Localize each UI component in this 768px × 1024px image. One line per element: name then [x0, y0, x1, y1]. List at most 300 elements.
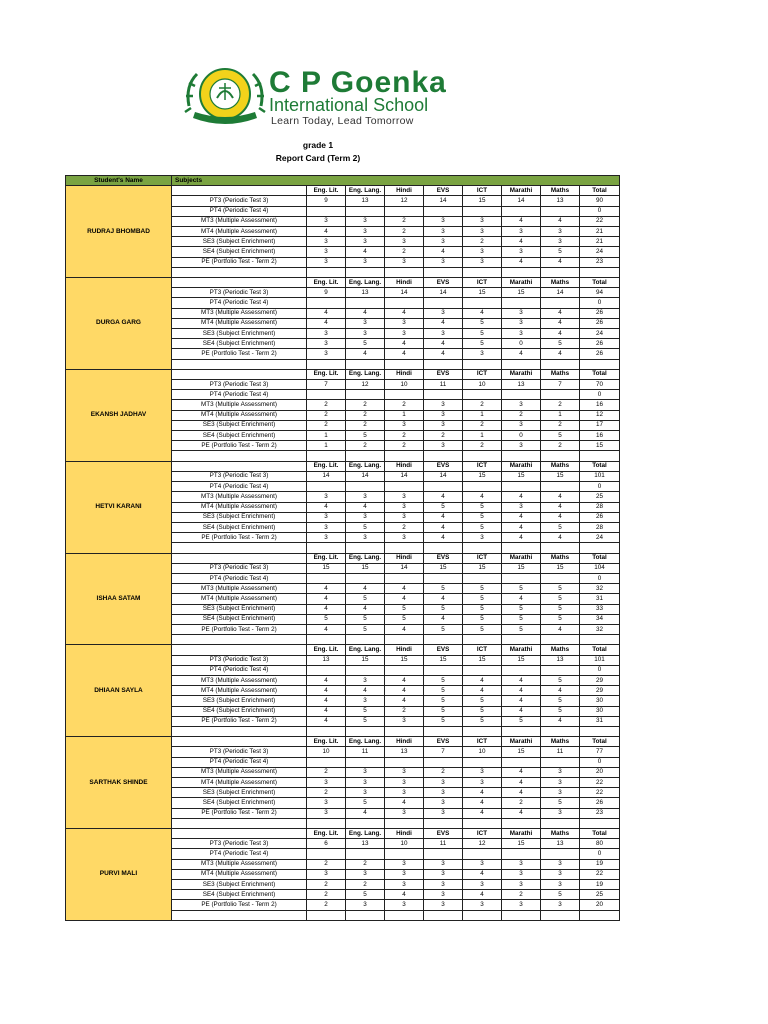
- score-cell: 5: [424, 624, 463, 634]
- subject-header: Total: [580, 645, 620, 655]
- score-cell: 3: [307, 522, 346, 532]
- total-cell: 0: [580, 665, 620, 675]
- score-cell: 0: [502, 339, 541, 349]
- score-cell: 3: [424, 216, 463, 226]
- score-cell: 5: [463, 706, 502, 716]
- test-label: SE4 (Subject Enrichment): [172, 890, 307, 900]
- score-cell: 3: [346, 788, 385, 798]
- score-cell: 3: [346, 869, 385, 879]
- subject-header: Hindi: [385, 553, 424, 563]
- score-cell: 15: [463, 196, 502, 206]
- blank-cell: [424, 818, 463, 828]
- score-cell: 15: [502, 471, 541, 481]
- score-cell: 4: [307, 318, 346, 328]
- subject-header: Eng. Lit.: [307, 737, 346, 747]
- score-cell: 5: [346, 594, 385, 604]
- score-cell: 3: [463, 900, 502, 910]
- score-cell: 4: [385, 339, 424, 349]
- school-seal-icon: [183, 66, 267, 128]
- score-cell: 3: [502, 318, 541, 328]
- score-cell: 4: [346, 686, 385, 696]
- score-cell: 3: [424, 808, 463, 818]
- test-label: MT3 (Multiple Assessment): [172, 584, 307, 594]
- blank-cell: [424, 543, 463, 553]
- score-cell: 15: [463, 563, 502, 573]
- score-cell: 3: [424, 890, 463, 900]
- score-cell: 13: [385, 747, 424, 757]
- score-cell: 4: [463, 492, 502, 502]
- score-cell: 4: [424, 349, 463, 359]
- score-cell: 3: [307, 492, 346, 502]
- score-cell: 3: [502, 502, 541, 512]
- score-cell: [346, 390, 385, 400]
- score-cell: 5: [541, 706, 580, 716]
- score-cell: 4: [346, 349, 385, 359]
- total-cell: 12: [580, 410, 620, 420]
- score-cell: 3: [385, 788, 424, 798]
- blank-cell: [502, 359, 541, 369]
- score-cell: 4: [502, 533, 541, 543]
- score-cell: [463, 482, 502, 492]
- score-cell: 4: [541, 716, 580, 726]
- score-cell: 5: [502, 604, 541, 614]
- score-cell: 5: [541, 604, 580, 614]
- total-cell: 29: [580, 675, 620, 685]
- test-label: SE3 (Subject Enrichment): [172, 512, 307, 522]
- score-cell: 2: [502, 798, 541, 808]
- test-label: SE4 (Subject Enrichment): [172, 522, 307, 532]
- subject-header: Eng. Lit.: [307, 829, 346, 839]
- score-cell: 4: [346, 308, 385, 318]
- score-cell: 3: [463, 216, 502, 226]
- score-cell: 5: [385, 604, 424, 614]
- total-cell: 0: [580, 573, 620, 583]
- subject-header: Maths: [541, 461, 580, 471]
- score-cell: 5: [346, 798, 385, 808]
- score-cell: 14: [502, 196, 541, 206]
- score-cell: 2: [385, 216, 424, 226]
- score-cell: [307, 573, 346, 583]
- subject-header: Eng. Lang.: [346, 829, 385, 839]
- score-cell: 5: [541, 614, 580, 624]
- score-cell: 3: [424, 788, 463, 798]
- score-cell: 4: [385, 584, 424, 594]
- score-cell: 3: [541, 227, 580, 237]
- subject-header: Eng. Lang.: [346, 278, 385, 288]
- total-cell: 24: [580, 533, 620, 543]
- score-cell: 2: [385, 431, 424, 441]
- score-cell: 6: [307, 839, 346, 849]
- test-label: SE4 (Subject Enrichment): [172, 339, 307, 349]
- score-cell: 1: [463, 431, 502, 441]
- score-cell: 4: [307, 584, 346, 594]
- score-cell: 3: [307, 216, 346, 226]
- score-cell: 3: [307, 533, 346, 543]
- total-cell: 23: [580, 808, 620, 818]
- score-cell: 3: [541, 237, 580, 247]
- score-cell: 4: [424, 492, 463, 502]
- score-cell: 5: [502, 584, 541, 594]
- total-cell: 26: [580, 512, 620, 522]
- total-cell: 33: [580, 604, 620, 614]
- score-cell: 3: [541, 900, 580, 910]
- score-cell: [346, 298, 385, 308]
- total-cell: 80: [580, 839, 620, 849]
- score-cell: 3: [307, 512, 346, 522]
- student-name-header: Student's Name: [66, 176, 172, 186]
- score-cell: 4: [541, 686, 580, 696]
- blank-cell: [307, 726, 346, 736]
- table-header-row: [66, 176, 620, 186]
- score-cell: [502, 206, 541, 216]
- blank-cell: [172, 451, 307, 461]
- score-cell: [541, 665, 580, 675]
- subject-header-row: [66, 186, 620, 196]
- score-cell: [385, 390, 424, 400]
- score-cell: 3: [385, 880, 424, 890]
- score-cell: 4: [346, 502, 385, 512]
- test-label: PT4 (Periodic Test 4): [172, 390, 307, 400]
- score-cell: 3: [502, 859, 541, 869]
- score-cell: 5: [463, 594, 502, 604]
- score-cell: 4: [502, 216, 541, 226]
- score-cell: 5: [502, 624, 541, 634]
- score-cell: 4: [541, 318, 580, 328]
- score-cell: [424, 206, 463, 216]
- test-label: PT4 (Periodic Test 4): [172, 482, 307, 492]
- score-cell: 2: [385, 400, 424, 410]
- score-cell: 3: [385, 492, 424, 502]
- score-cell: 5: [541, 584, 580, 594]
- score-cell: 1: [307, 431, 346, 441]
- score-cell: 5: [463, 604, 502, 614]
- score-cell: 4: [346, 808, 385, 818]
- subject-header: Marathi: [502, 278, 541, 288]
- score-cell: 4: [463, 675, 502, 685]
- score-cell: [502, 298, 541, 308]
- score-cell: 4: [502, 492, 541, 502]
- score-cell: 15: [424, 563, 463, 573]
- score-cell: 4: [346, 584, 385, 594]
- total-cell: 20: [580, 900, 620, 910]
- score-cell: 4: [424, 614, 463, 624]
- report-card-table: [65, 175, 620, 921]
- score-cell: 3: [424, 798, 463, 808]
- score-cell: 4: [463, 808, 502, 818]
- blank-cell: [346, 543, 385, 553]
- score-cell: 3: [385, 420, 424, 430]
- score-cell: 3: [502, 308, 541, 318]
- test-label: MT3 (Multiple Assessment): [172, 400, 307, 410]
- score-cell: 4: [463, 890, 502, 900]
- score-cell: 3: [502, 869, 541, 879]
- blank-cell: [172, 359, 307, 369]
- total-cell: 101: [580, 471, 620, 481]
- score-cell: 5: [346, 614, 385, 624]
- blank-cell: [580, 543, 620, 553]
- blank-cell: [307, 359, 346, 369]
- test-label: MT4 (Multiple Assessment): [172, 227, 307, 237]
- total-cell: 31: [580, 716, 620, 726]
- score-cell: 15: [463, 471, 502, 481]
- score-cell: 2: [307, 400, 346, 410]
- blank-cell: [172, 369, 307, 379]
- score-cell: [541, 482, 580, 492]
- score-cell: 3: [463, 859, 502, 869]
- score-cell: 14: [385, 288, 424, 298]
- total-cell: 19: [580, 859, 620, 869]
- score-cell: 5: [346, 716, 385, 726]
- score-cell: 5: [463, 502, 502, 512]
- subject-header: Hindi: [385, 186, 424, 196]
- blank-cell: [463, 267, 502, 277]
- score-cell: [463, 849, 502, 859]
- test-label: PT4 (Periodic Test 4): [172, 573, 307, 583]
- total-cell: 20: [580, 767, 620, 777]
- score-cell: 4: [385, 686, 424, 696]
- blank-cell: [580, 818, 620, 828]
- score-cell: 3: [502, 441, 541, 451]
- score-cell: 15: [385, 655, 424, 665]
- score-cell: [463, 298, 502, 308]
- blank-cell: [424, 726, 463, 736]
- score-cell: 3: [385, 512, 424, 522]
- score-cell: 4: [385, 890, 424, 900]
- test-label: MT4 (Multiple Assessment): [172, 594, 307, 604]
- score-cell: [502, 390, 541, 400]
- score-cell: 3: [307, 777, 346, 787]
- blank-cell: [424, 451, 463, 461]
- score-cell: [307, 849, 346, 859]
- score-cell: 5: [463, 624, 502, 634]
- score-cell: 2: [307, 788, 346, 798]
- subject-header: Eng. Lit.: [307, 461, 346, 471]
- total-cell: 30: [580, 696, 620, 706]
- score-cell: 3: [502, 420, 541, 430]
- blank-cell: [307, 910, 346, 920]
- score-cell: 3: [385, 502, 424, 512]
- blank-cell: [385, 359, 424, 369]
- score-cell: 2: [463, 420, 502, 430]
- test-label: SE3 (Subject Enrichment): [172, 604, 307, 614]
- subject-header: ICT: [463, 829, 502, 839]
- score-cell: 5: [541, 890, 580, 900]
- score-cell: 11: [424, 380, 463, 390]
- test-label: SE3 (Subject Enrichment): [172, 788, 307, 798]
- score-cell: 5: [346, 339, 385, 349]
- total-cell: 0: [580, 849, 620, 859]
- blank-cell: [541, 359, 580, 369]
- score-cell: 7: [424, 747, 463, 757]
- test-label: MT3 (Multiple Assessment): [172, 308, 307, 318]
- score-cell: 2: [307, 859, 346, 869]
- subject-header: EVS: [424, 278, 463, 288]
- score-cell: 3: [307, 798, 346, 808]
- score-cell: 3: [346, 900, 385, 910]
- score-cell: 4: [502, 349, 541, 359]
- score-cell: [541, 206, 580, 216]
- score-cell: 3: [346, 257, 385, 267]
- test-label: MT3 (Multiple Assessment): [172, 675, 307, 685]
- subject-header: Total: [580, 737, 620, 747]
- test-label: SE3 (Subject Enrichment): [172, 420, 307, 430]
- score-cell: 3: [346, 512, 385, 522]
- score-cell: 5: [346, 522, 385, 532]
- test-label: MT4 (Multiple Assessment): [172, 502, 307, 512]
- subject-header: Hindi: [385, 461, 424, 471]
- score-cell: 5: [463, 329, 502, 339]
- score-cell: 15: [307, 563, 346, 573]
- score-cell: 2: [502, 410, 541, 420]
- subject-header-row: [66, 553, 620, 563]
- blank-cell: [463, 543, 502, 553]
- total-cell: 26: [580, 798, 620, 808]
- score-cell: 15: [463, 655, 502, 665]
- score-cell: 4: [502, 706, 541, 716]
- test-label: PT3 (Periodic Test 3): [172, 288, 307, 298]
- score-cell: 3: [385, 716, 424, 726]
- score-cell: 15: [541, 563, 580, 573]
- score-cell: 5: [541, 522, 580, 532]
- score-cell: 4: [541, 329, 580, 339]
- score-cell: [424, 849, 463, 859]
- score-cell: 15: [541, 471, 580, 481]
- report-title: Report Card (Term 2): [275, 153, 361, 163]
- score-cell: 3: [541, 767, 580, 777]
- subject-header: ICT: [463, 645, 502, 655]
- blank-cell: [172, 553, 307, 563]
- score-cell: 3: [385, 318, 424, 328]
- total-cell: 24: [580, 247, 620, 257]
- subject-header: Hindi: [385, 645, 424, 655]
- score-cell: 4: [307, 706, 346, 716]
- score-cell: 3: [502, 227, 541, 237]
- score-cell: 4: [346, 247, 385, 257]
- test-label: MT4 (Multiple Assessment): [172, 318, 307, 328]
- student-name: DURGA GARG: [66, 278, 172, 370]
- test-label: PT3 (Periodic Test 3): [172, 839, 307, 849]
- score-cell: 4: [346, 604, 385, 614]
- blank-cell: [307, 818, 346, 828]
- subject-header-row: [66, 829, 620, 839]
- test-label: MT3 (Multiple Assessment): [172, 216, 307, 226]
- test-label: MT3 (Multiple Assessment): [172, 859, 307, 869]
- score-cell: 2: [346, 859, 385, 869]
- subject-header: ICT: [463, 553, 502, 563]
- score-cell: [385, 298, 424, 308]
- score-cell: 3: [385, 767, 424, 777]
- score-cell: 2: [385, 247, 424, 257]
- test-label: PT4 (Periodic Test 4): [172, 849, 307, 859]
- test-label: MT4 (Multiple Assessment): [172, 869, 307, 879]
- score-cell: 3: [307, 349, 346, 359]
- score-cell: 5: [424, 716, 463, 726]
- score-cell: 3: [502, 880, 541, 890]
- student-name: PURVI MALI: [66, 829, 172, 921]
- score-cell: [502, 482, 541, 492]
- subject-header: ICT: [463, 278, 502, 288]
- score-cell: 4: [502, 675, 541, 685]
- score-cell: 5: [424, 584, 463, 594]
- score-cell: 2: [385, 441, 424, 451]
- blank-cell: [541, 726, 580, 736]
- score-cell: [385, 757, 424, 767]
- subject-header-row: [66, 737, 620, 747]
- test-label: MT4 (Multiple Assessment): [172, 410, 307, 420]
- score-cell: 5: [463, 716, 502, 726]
- score-cell: 4: [502, 808, 541, 818]
- score-cell: 3: [307, 808, 346, 818]
- subject-header-row: [66, 645, 620, 655]
- score-cell: 0: [502, 431, 541, 441]
- score-cell: 4: [385, 675, 424, 685]
- total-cell: 16: [580, 431, 620, 441]
- score-cell: 5: [307, 614, 346, 624]
- subject-header: Hindi: [385, 829, 424, 839]
- score-cell: 3: [307, 339, 346, 349]
- blank-cell: [385, 818, 424, 828]
- blank-cell: [463, 635, 502, 645]
- score-cell: 2: [307, 900, 346, 910]
- score-cell: 5: [346, 624, 385, 634]
- score-cell: 4: [424, 533, 463, 543]
- score-cell: 2: [346, 880, 385, 890]
- blank-cell: [172, 818, 307, 828]
- score-cell: 5: [463, 614, 502, 624]
- score-cell: [541, 757, 580, 767]
- score-cell: [385, 573, 424, 583]
- score-cell: [346, 206, 385, 216]
- score-cell: 4: [463, 869, 502, 879]
- score-cell: 2: [307, 880, 346, 890]
- total-cell: 16: [580, 400, 620, 410]
- total-cell: 70: [580, 380, 620, 390]
- score-cell: 2: [424, 431, 463, 441]
- score-cell: 7: [541, 380, 580, 390]
- blank-cell: [346, 818, 385, 828]
- score-cell: 13: [502, 380, 541, 390]
- subject-header: Total: [580, 369, 620, 379]
- blank-cell: [541, 818, 580, 828]
- subject-header: ICT: [463, 369, 502, 379]
- total-cell: 21: [580, 237, 620, 247]
- total-cell: 32: [580, 584, 620, 594]
- score-cell: 3: [346, 777, 385, 787]
- school-name-line2: International School: [269, 95, 429, 115]
- score-cell: 5: [541, 696, 580, 706]
- subject-header: Eng. Lang.: [346, 186, 385, 196]
- total-cell: 19: [580, 880, 620, 890]
- score-cell: 2: [541, 441, 580, 451]
- blank-cell: [346, 635, 385, 645]
- score-cell: [502, 573, 541, 583]
- score-cell: 4: [502, 237, 541, 247]
- score-cell: 4: [307, 686, 346, 696]
- score-cell: [385, 482, 424, 492]
- score-cell: 3: [541, 880, 580, 890]
- total-cell: 24: [580, 329, 620, 339]
- score-cell: 2: [463, 400, 502, 410]
- score-cell: 3: [502, 247, 541, 257]
- test-label: PE (Portfolio Test - Term 2): [172, 808, 307, 818]
- subject-header: Marathi: [502, 737, 541, 747]
- blank-cell: [424, 635, 463, 645]
- score-cell: 5: [502, 614, 541, 624]
- score-cell: 5: [424, 502, 463, 512]
- score-cell: 3: [463, 777, 502, 787]
- score-cell: 5: [424, 675, 463, 685]
- score-cell: 5: [424, 686, 463, 696]
